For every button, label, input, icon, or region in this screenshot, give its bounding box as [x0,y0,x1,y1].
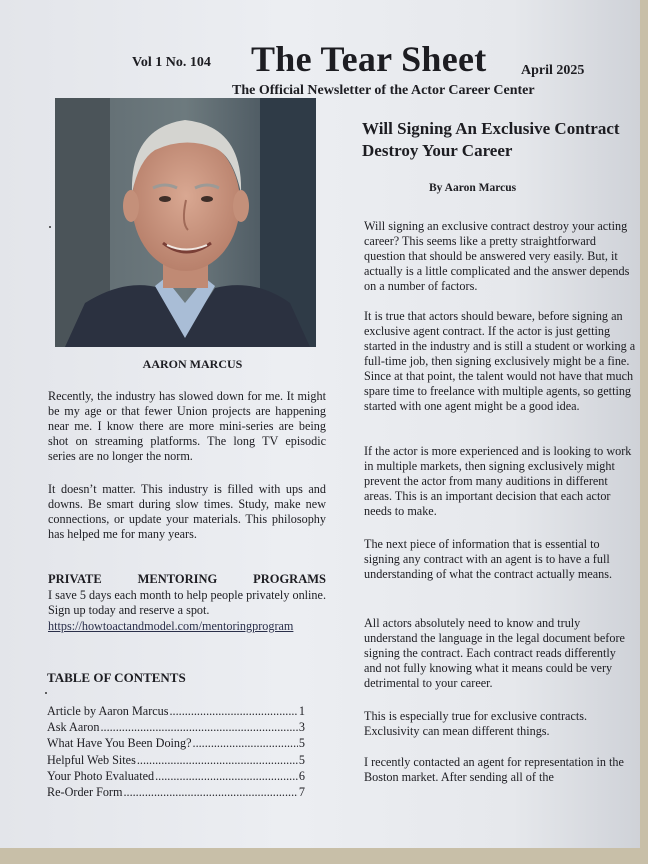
article-paragraph: I recently contacted an agent for representation in the Boston market. After sending all of the [364,755,624,784]
article-byline: By Aaron Marcus [429,182,517,194]
mentoring-heading-word: PROGRAMS [253,572,326,586]
toc-item [47,735,305,751]
toc-leader [170,703,298,719]
mentoring-link[interactable]: https://howtoactandmodel.com/mentoringprogram [48,619,294,633]
newsletter-title: The Tear Sheet [251,39,487,79]
toc-leader [193,735,298,751]
article-paragraph: All actors absolutely need to know and truly understand the language in the legal document before signing the contract. Each contract reads differently and not fully knowing what it means could be very detrimental to your career. [364,616,625,690]
table-of-contents [47,703,305,800]
toc-item-label: Helpful Web Sites [47,752,136,767]
toc-item-label: Your Photo Evaluated [47,768,155,783]
volume-number: Vol 1 No. 104 [132,55,211,70]
toc-heading: TABLE OF CONTENTS [47,670,186,685]
article-paragraph: Will signing an exclusive contract destroy your acting career? This seems like a pretty straightforward question that should be answered very easily. But, it actually is a little complicated and the answer depends on a number of factors. [364,219,630,293]
toc-item [47,768,305,784]
toc-item-page: 5 [298,736,305,751]
toc-item [47,703,305,719]
toc-item-page: 5 [298,752,305,767]
mentoring-text: I save 5 days each month to help people privately online. Sign up today and reserve a spot. [48,588,326,617]
article-paragraph: It is true that actors should beware, before signing an exclusive agent contract. If the actor is just getting started in the industry and is still a student or working a full-time job, then signing exclusively might be a fine. Since at that point, the talent would not have that much spare time to freelance with multiple agents, so getting started with one agent might be a good idea. [364,309,636,413]
toc-item-label: Re-Order Form [47,785,123,800]
intro-paragraph: Recently, the industry has slowed down for me. It might be my age or that fewer Union projects are happening near me. I know there are more mini-series are being shot on streaming platforms. The long TV episodic series are no longer the norm. [48,389,326,463]
photo-caption: AARON MARCUS [142,357,243,371]
ink-speck [49,226,51,228]
toc-item-page: 6 [298,768,305,783]
toc-item-label: What Have You Been Doing? [47,736,192,751]
article-headline: Will Signing An Exclusive Contract Destroy Your Career [362,119,620,160]
article-paragraph: The next piece of information that is essential to signing any contract with an agent is to have a full understanding of what the contract actually means. [364,537,613,581]
issue-date: April 2025 [521,63,585,78]
toc-item-page: 3 [298,720,305,735]
article-paragraph: This is especially true for exclusive contracts. Exclusivity can mean different things. [364,709,588,738]
author-photo [55,98,316,347]
article-paragraph: If the actor is more experienced and is looking to work in multiple markets, then signing exclusively might prevent the actor from many auditions in different areas. This is an important decision that each actor needs to make. [364,444,632,518]
mentoring-heading [48,572,326,587]
mentoring-heading-word: PRIVATE [48,572,102,586]
toc-item-label: Ask Aaron [47,720,100,735]
newsletter-subtitle: The Official Newsletter of the Actor Career Center [232,83,535,98]
toc-leader [123,784,297,800]
toc-item-page: 1 [298,704,305,718]
toc-item [47,719,305,735]
toc-leader [100,719,297,735]
toc-item-label: Article by Aaron Marcus [47,704,169,718]
mentoring-heading-word: MENTORING [137,572,218,586]
ink-speck [45,692,47,694]
toc-item-page: 7 [298,785,305,800]
toc-item [47,752,305,768]
toc-item [47,784,305,800]
intro-paragraph: It doesn’t matter. This industry is filled with ups and downs. Be smart during slow times. Study, make new connections, or update your materials. This philosophy has helped me for many years. [48,482,326,541]
toc-leader [137,752,298,768]
toc-leader [155,768,298,784]
portrait-illustration [55,98,316,347]
